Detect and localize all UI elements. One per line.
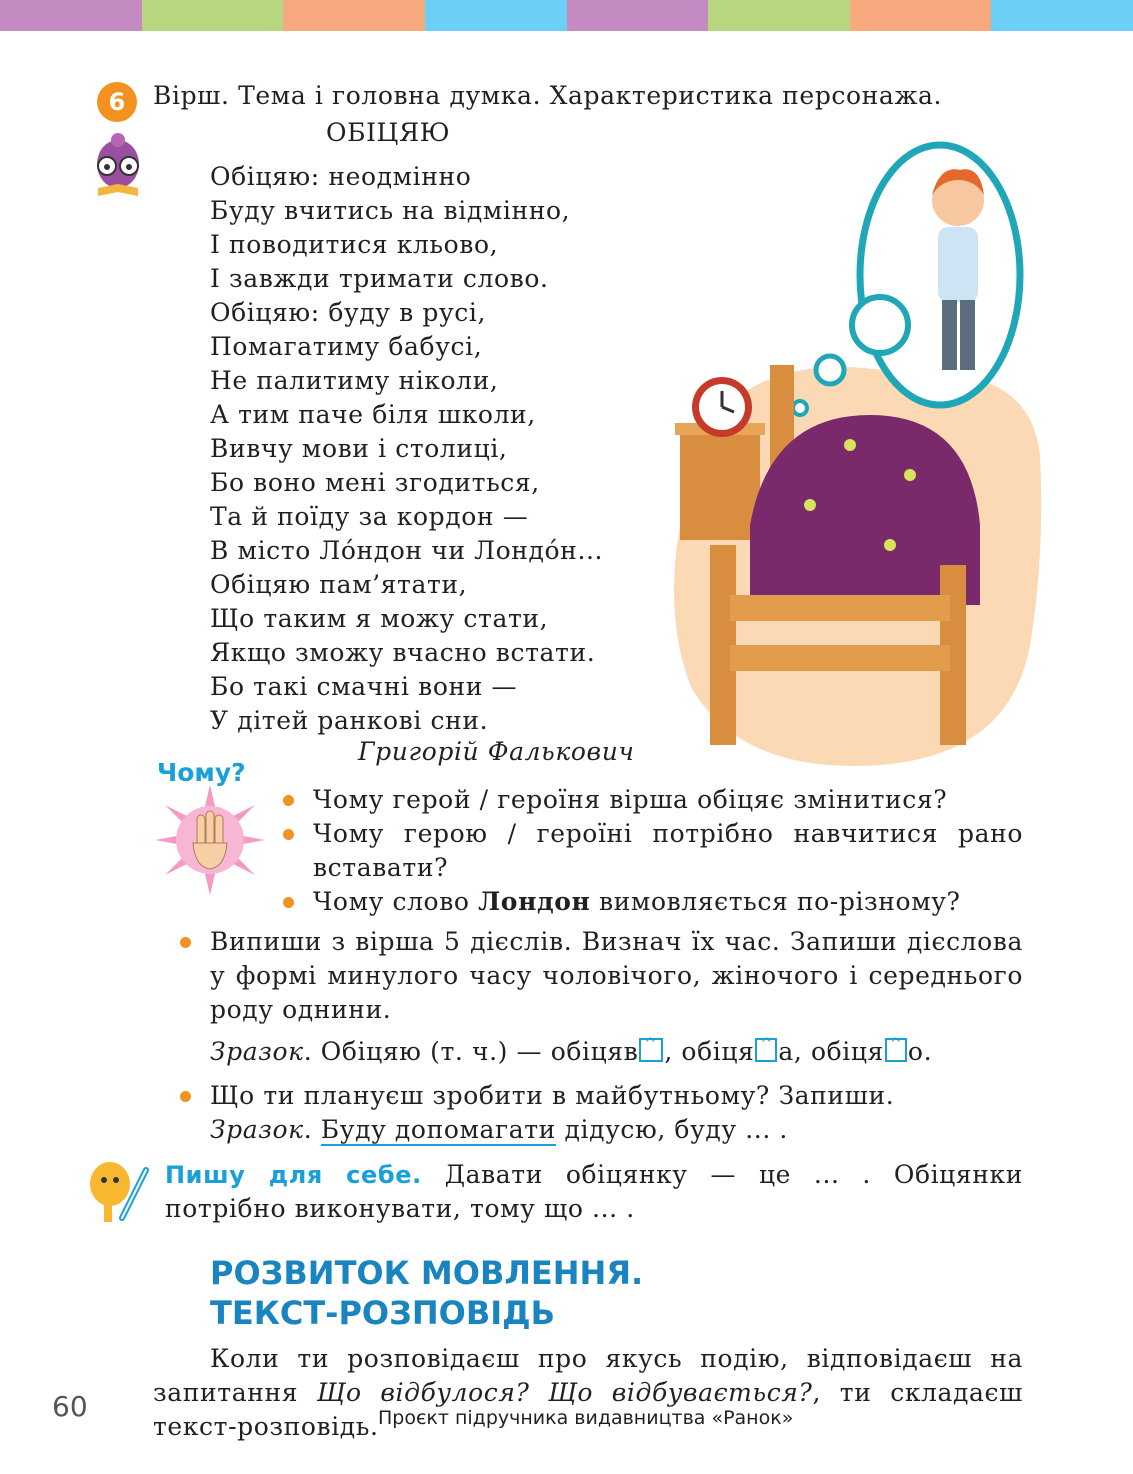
- poem-line: Бо такі смачні вони —: [210, 672, 518, 701]
- sample-text: .: [303, 1115, 321, 1144]
- three-fingers-flower-icon: [155, 785, 265, 895]
- sample-text: а, обіця: [778, 1037, 884, 1066]
- caret-icon: ^: [889, 1036, 903, 1052]
- bullet-icon: [283, 795, 294, 806]
- question-text: Чому герою / героїні потрібно навчитися рано вставати?: [313, 819, 1023, 882]
- poem-line: У дітей ранкові сни.: [210, 706, 489, 735]
- stripe: [708, 0, 850, 31]
- poem-lines: [210, 160, 603, 738]
- top-color-stripes: [0, 0, 1133, 31]
- sample-text: о.: [907, 1037, 933, 1066]
- blank-box-icon: [755, 1038, 777, 1062]
- bullet-icon: [180, 937, 191, 948]
- caret-icon: ^: [760, 1036, 773, 1052]
- bed-dream-illustration: [650, 125, 1050, 775]
- blank-box-icon: [639, 1038, 663, 1062]
- bullet-icon: [180, 1091, 191, 1102]
- list-item: [283, 817, 1023, 885]
- section-title: [210, 1253, 643, 1333]
- task-number-badge: 6: [97, 82, 137, 122]
- task-text: Випиши з вірша 5 дієслів. Визнач їх час. Запиши дієслова у формі минулого часу чоловічого, жіночого і середнього роду однини.: [210, 927, 1023, 1024]
- poem-line: Обіцяю: буду в русі,: [210, 298, 487, 327]
- footer-text: Проєкт підручника видавництва «Ранок»: [378, 1407, 794, 1429]
- poem-line: В місто Ло́ндон чи Лондо́н...: [210, 536, 604, 565]
- poem-title: ОБІЦЯЮ: [326, 118, 451, 147]
- writing-character-icon: [82, 1158, 152, 1224]
- poem-line: Якщо зможу вчасно встати.: [210, 638, 596, 667]
- write-for-yourself-label: Пишу для себе.: [165, 1161, 422, 1189]
- list-item: [283, 885, 1023, 919]
- task-title: Вірш. Тема і головна думка. Характеристика персонажа.: [153, 81, 943, 110]
- poem-line: Помагатиму бабусі,: [210, 332, 483, 361]
- task-list: [180, 925, 1023, 1147]
- bullet-icon: [283, 897, 294, 908]
- stripe: [850, 0, 992, 31]
- reading-owl-icon: [92, 130, 144, 202]
- poem-line: І завжди тримати слово.: [210, 264, 549, 293]
- sample-text: , обіця: [664, 1037, 755, 1066]
- paragraph-text: Коли ти розповідаєш про якусь подію, відповідаєш на запитання: [153, 1344, 1023, 1407]
- blank-box-icon: [885, 1038, 907, 1062]
- write-for-yourself-text: Давати обіцянку — це ... . Обіцянки потрібно виконувати, тому що ... .: [165, 1160, 1023, 1223]
- poem-line: Обіцяю пам’ятати,: [210, 570, 468, 599]
- page-number: 60: [52, 1390, 88, 1423]
- poem-line: Вивчу мови і столиці,: [210, 434, 508, 463]
- underlined-phrase: Буду допомагати: [320, 1115, 556, 1144]
- paragraph-italic: Що відбулося? Що відбувається?: [316, 1378, 813, 1407]
- section-title-line: ТЕКСТ-РОЗПОВІДЬ: [210, 1294, 555, 1332]
- write-for-yourself-block: [165, 1158, 1023, 1226]
- caret-icon: ^: [644, 1036, 657, 1052]
- sample-text: дідусю, буду ... .: [555, 1115, 788, 1144]
- poem-line: Бо воно мені згодиться,: [210, 468, 540, 497]
- list-item: [283, 783, 1023, 817]
- question-text: Чому герой / героїня вірша обіцяє змінитися?: [313, 785, 948, 814]
- list-item: [180, 1079, 1023, 1147]
- poem-line: Обіцяю: неодмінно: [210, 162, 472, 191]
- chomu-questions: [283, 783, 1023, 919]
- bold-word: Лондон: [478, 887, 591, 916]
- stripe: [0, 0, 142, 31]
- task-text: Що ти плануєш зробити в майбутньому? Запиши.: [210, 1081, 895, 1110]
- sample-text: . Обіцяю (т. ч.) — обіцяв: [303, 1037, 639, 1066]
- sample-line: [210, 1035, 1023, 1069]
- stripe: [991, 0, 1133, 31]
- poem-line: Що таким я можу стати,: [210, 604, 549, 633]
- list-item: [180, 925, 1023, 1069]
- poem-line: А тим паче біля школи,: [210, 400, 536, 429]
- sample-label: Зразок: [210, 1037, 304, 1066]
- stripe: [567, 0, 709, 31]
- bullet-icon: [283, 829, 294, 840]
- question-text: Чому слово: [313, 887, 479, 916]
- question-text: вимовляється по-різному?: [590, 887, 961, 916]
- poem-line: Не палитиму ніколи,: [210, 366, 499, 395]
- paragraph-text: , ти складаєш текст-розповідь.: [153, 1378, 1023, 1441]
- stripe: [283, 0, 425, 31]
- stripe: [142, 0, 284, 31]
- poem-line: Буду вчитись на відмінно,: [210, 196, 571, 225]
- chomu-label: Чому?: [157, 758, 246, 787]
- poem-line: Та й поїду за кордон —: [210, 502, 529, 531]
- stripe: [425, 0, 567, 31]
- poem-line: І поводитися кльово,: [210, 230, 499, 259]
- poem-author: Григорій Фалькович: [358, 737, 635, 766]
- sample-line: [210, 1113, 1023, 1147]
- sample-label: Зразок: [210, 1115, 304, 1144]
- section-title-line: РОЗВИТОК МОВЛЕННЯ.: [210, 1254, 644, 1292]
